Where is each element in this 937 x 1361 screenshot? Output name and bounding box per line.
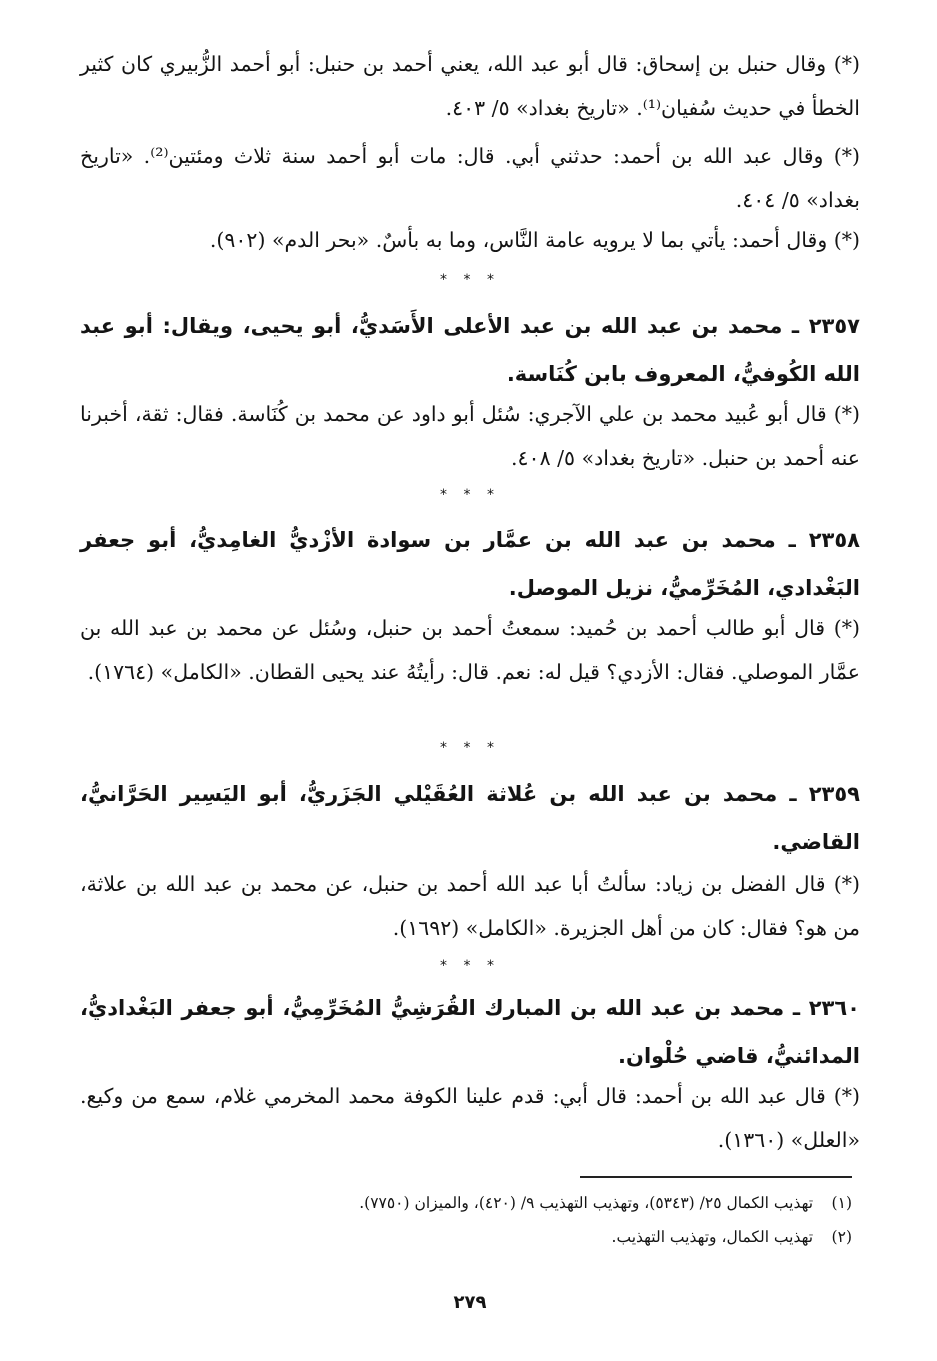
entry-paragraph — [80, 218, 860, 262]
entry-heading — [80, 302, 860, 398]
entry-heading — [80, 516, 860, 612]
paragraph-text: (*) وقال حنبل بن إسحاق: قال أبو عبد الله، يعني أحمد بن حنبل: أبو أحمد الزُّبيري كان كثير الخطأ في حديث سُفيان⁽¹⁾. «تاريخ بغداد» ٥/ ٤٠٣. — [80, 52, 860, 120]
entry-paragraph — [80, 862, 860, 950]
entry-paragraph — [80, 392, 860, 480]
heading-text: ٢٣٦٠ ـ محمد بن عبد الله بن المبارك القُرَشِيُّ المُخَرِّمِيُّ، أبو جعفر البَغْداديُّ، المدائنيُّ، قاضي حُلْوان. — [80, 996, 860, 1068]
section-separator: * * * — [440, 958, 500, 974]
footnote-text: تهذيب الكمال ٢٥/ (٥٣٤٣)، وتهذيب التهذيب ٩/ (٤٢٠)، والميزان (٧٧٥٠). — [359, 1194, 814, 1212]
footnote-number: (٢) — [831, 1228, 852, 1246]
paragraph-text: (*) وقال عبد الله بن أحمد: حدثني أبي. قال: مات أبو أحمد سنة ثلاث ومئتين⁽²⁾. «تاريخ بغداد» ٥/ ٤٠٤. — [80, 144, 861, 212]
paragraph-text: (*) قال الفضل بن زياد: سألتُ أبا عبد الله أحمد بن حنبل، عن محمد بن عبد الله بن علاثة، من هو؟ فقال: كان من أهل الجزيرة. «الكامل» (١٦٩٢). — [80, 872, 860, 940]
heading-text: ٢٣٥٩ ـ محمد بن عبد الله بن عُلاثة العُقَيْلي الجَزَريُّ، أبو اليَسِير الحَرَّانيُّ، القاضي. — [80, 782, 860, 854]
paragraph-text: (*) قال عبد الله بن أحمد: قال أبي: قدم علينا الكوفة محمد المخرمي غلام، سمع من وكيع. «العلل» (١٣٦٠). — [80, 1084, 860, 1152]
section-separator: * * * — [440, 272, 500, 288]
heading-text: ٢٣٥٨ ـ محمد بن عبد الله بن عمَّار بن سوادة الأزْديُّ الغامِديُّ، أبو جعفر البَغْدادي، المُخَرِّميُّ، نزيل الموصل. — [80, 528, 860, 600]
paragraph-text: (*) قال أبو طالب أحمد بن حُميد: سمعتُ أحمد بن حنبل، وسُئل عن محمد بن عبد الله بن عمَّار الموصلي. فقال: الأزدي؟ قيل له: نعم. قال: رأيتُهُ عند يحيى القطان. «الكامل» (١٧٦٤). — [80, 616, 860, 684]
entry-paragraph — [80, 1074, 860, 1162]
entry-paragraph — [80, 134, 860, 222]
section-separator: * * * — [440, 487, 500, 503]
section-separator: * * * — [440, 740, 500, 756]
entry-heading — [80, 770, 860, 866]
paragraph-text: (*) وقال أحمد: يأتي بما لا يرويه عامة النَّاس، وما به بأسٌ. «بحر الدم» (٩٠٢). — [209, 228, 860, 252]
footnote-text: تهذيب الكمال، وتهذيب التهذيب. — [611, 1228, 814, 1246]
footnote — [80, 1220, 852, 1254]
paragraph-text: (*) قال أبو عُبيد محمد بن علي الآجري: سُئل أبو داود عن محمد بن كُنَاسة. فقال: ثقة، أخبرنا عنه أحمد بن حنبل. «تاريخ بغداد» ٥/ ٤٠٨. — [80, 402, 860, 470]
entry-heading — [80, 984, 860, 1080]
heading-text: ٢٣٥٧ ـ محمد بن عبد الله بن عبد الأعلى الأَسَديُّ، أبو يحيى، ويقال: أبو عبد الله الكُوفيُّ، المعروف بابن كُنَاسة. — [80, 314, 860, 386]
footnote-number: (١) — [831, 1194, 852, 1212]
entry-paragraph — [80, 606, 860, 694]
page-number: ٢٧٩ — [453, 1292, 487, 1313]
footnote — [80, 1186, 852, 1220]
entry-paragraph — [80, 42, 860, 130]
footnote-divider — [580, 1176, 852, 1178]
